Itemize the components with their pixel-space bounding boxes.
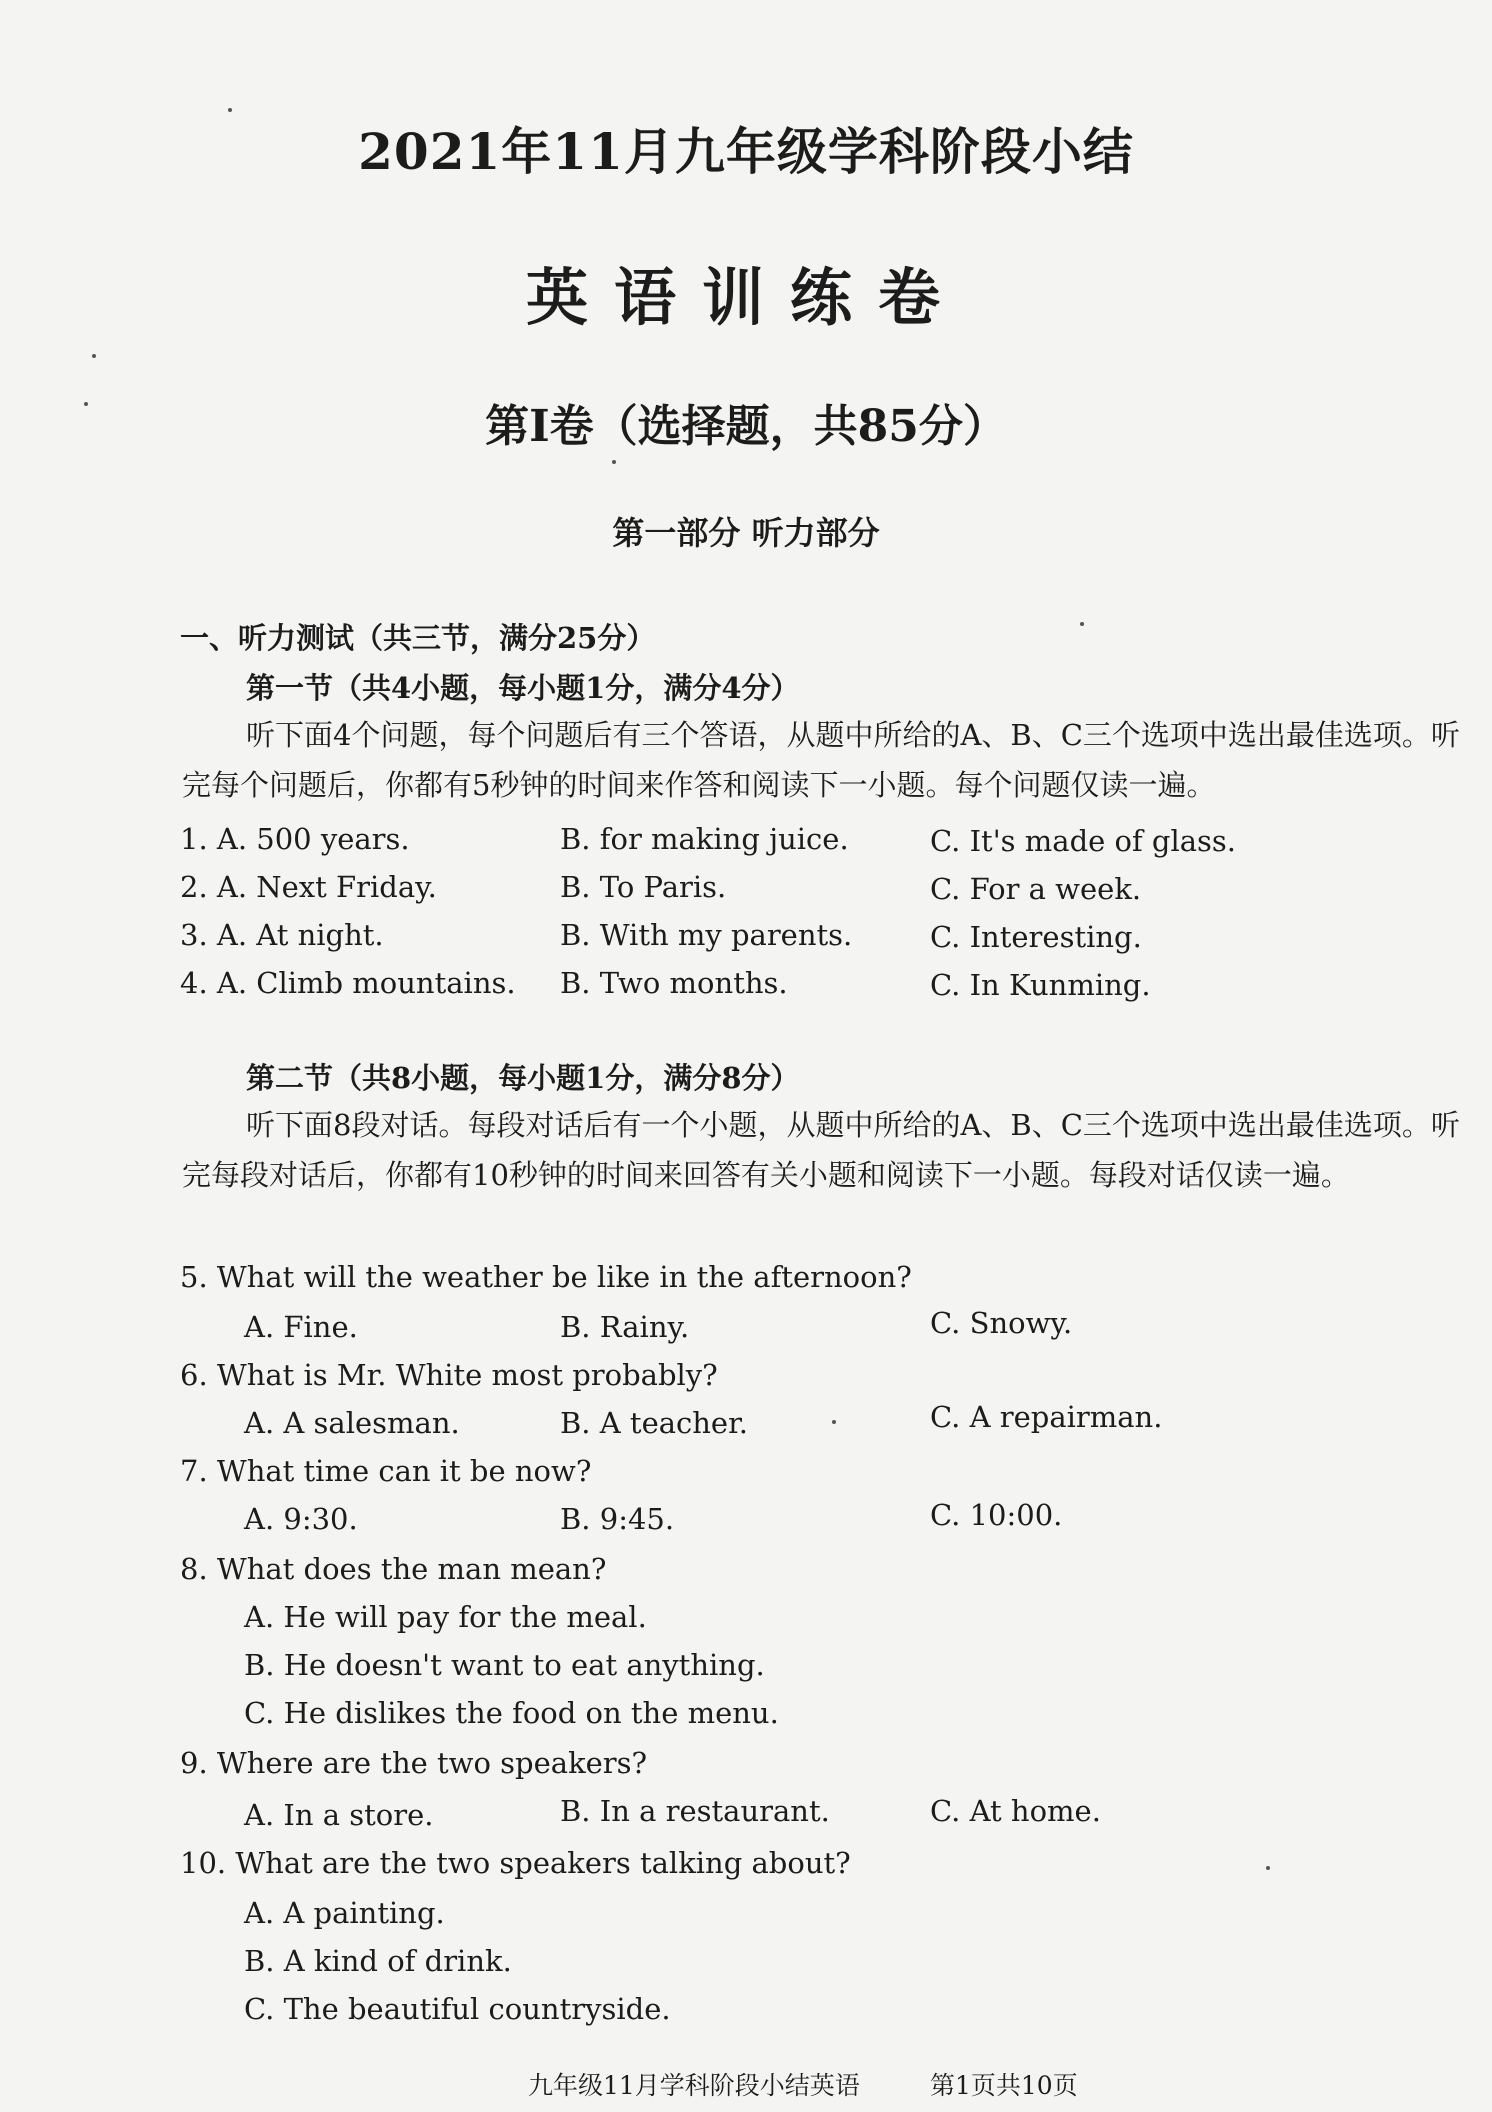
volume-title: 第I卷（选择题，共85分） — [485, 401, 1007, 452]
q4-option-a: 4. A. Climb mountains. — [180, 966, 516, 1000]
q8-stem: 8. What does the man mean? — [180, 1552, 607, 1586]
q8-option-b: B. He doesn't want to eat anything. — [244, 1648, 765, 1682]
q10-option-b: B. A kind of drink. — [244, 1944, 512, 1978]
q7-stem: 7. What time can it be now? — [180, 1454, 592, 1488]
scan-speck — [1266, 1866, 1270, 1870]
q3-option-c: C. Interesting. — [930, 920, 1142, 954]
q7-option-c: C. 10:00. — [930, 1498, 1063, 1532]
section-heading: 一、听力测试（共三节，满分25分） — [180, 621, 656, 655]
q8-option-c: C. He dislikes the food on the menu. — [244, 1696, 779, 1730]
q5-option-c: C. Snowy. — [930, 1306, 1073, 1340]
q9-stem: 9. Where are the two speakers? — [180, 1746, 648, 1780]
exam-title: 2021年11月九年级学科阶段小结 — [358, 122, 1134, 181]
subsection2-heading: 第二节（共8小题，每小题1分，满分8分） — [246, 1061, 800, 1095]
q4-option-c: C. In Kunming. — [930, 968, 1151, 1002]
q9-option-a: A. In a store. — [244, 1798, 434, 1832]
q8-option-a: A. He will pay for the meal. — [244, 1600, 647, 1634]
q6-option-b: B. A teacher. — [560, 1406, 748, 1440]
q2-option-a: 2. A. Next Friday. — [180, 870, 437, 904]
q10-stem: 10. What are the two speakers talking about? — [180, 1846, 851, 1880]
footer-title: 九年级11月学科阶段小结英语 — [528, 2071, 860, 2100]
subsection1-instructions: 听下面4个问题，每个问题后有三个答语，从题中所给的A、B、C三个选项中选出最佳选项。听完每个问题后，你都有5秒钟的时间来作答和阅读下一小题。每个问题仅读一遍。 — [182, 718, 1460, 802]
q9-option-b: B. In a restaurant. — [560, 1794, 830, 1828]
q5-stem: 5. What will the weather be like in the afternoon? — [180, 1260, 912, 1294]
q2-option-c: C. For a week. — [930, 872, 1142, 906]
footer-page-number: 第1页共10页 — [930, 2071, 1078, 2100]
q7-option-a: A. 9:30. — [244, 1502, 358, 1536]
q5-option-b: B. Rainy. — [560, 1310, 690, 1344]
part-heading: 第一部分 听力部分 — [612, 514, 880, 552]
scan-speck — [612, 460, 616, 464]
q4-option-b: B. Two months. — [560, 966, 788, 1000]
q1-option-c: C. It's made of glass. — [930, 824, 1237, 858]
q10-option-c: C. The beautiful countryside. — [244, 1992, 671, 2026]
q2-option-b: B. To Paris. — [560, 870, 727, 904]
scan-speck — [832, 1420, 836, 1424]
q1-option-b: B. for making juice. — [560, 822, 849, 856]
subsection1-heading: 第一节（共4小题，每小题1分，满分4分） — [246, 671, 800, 705]
exam-subject-title: 英语训练卷 — [525, 261, 966, 334]
subsection2-instructions: 听下面8段对话。每段对话后有一个小题，从题中所给的A、B、C三个选项中选出最佳选项。听完每段对话后，你都有10秒钟的时间来回答有关小题和阅读下一小题。每段对话仅读一遍。 — [182, 1108, 1460, 1192]
q10-option-a: A. A painting. — [244, 1896, 445, 1930]
scan-speck — [1080, 622, 1084, 626]
q7-option-b: B. 9:45. — [560, 1502, 675, 1536]
q5-option-a: A. Fine. — [244, 1310, 358, 1344]
q3-option-b: B. With my parents. — [560, 918, 853, 952]
q1-option-a: 1. A. 500 years. — [180, 822, 410, 856]
q9-option-c: C. At home. — [930, 1794, 1101, 1828]
q3-option-a: 3. A. At night. — [180, 918, 384, 952]
q6-option-a: A. A salesman. — [244, 1406, 460, 1440]
scan-speck — [92, 354, 96, 358]
q6-stem: 6. What is Mr. White most probably? — [180, 1358, 718, 1392]
q6-option-c: C. A repairman. — [930, 1400, 1163, 1434]
